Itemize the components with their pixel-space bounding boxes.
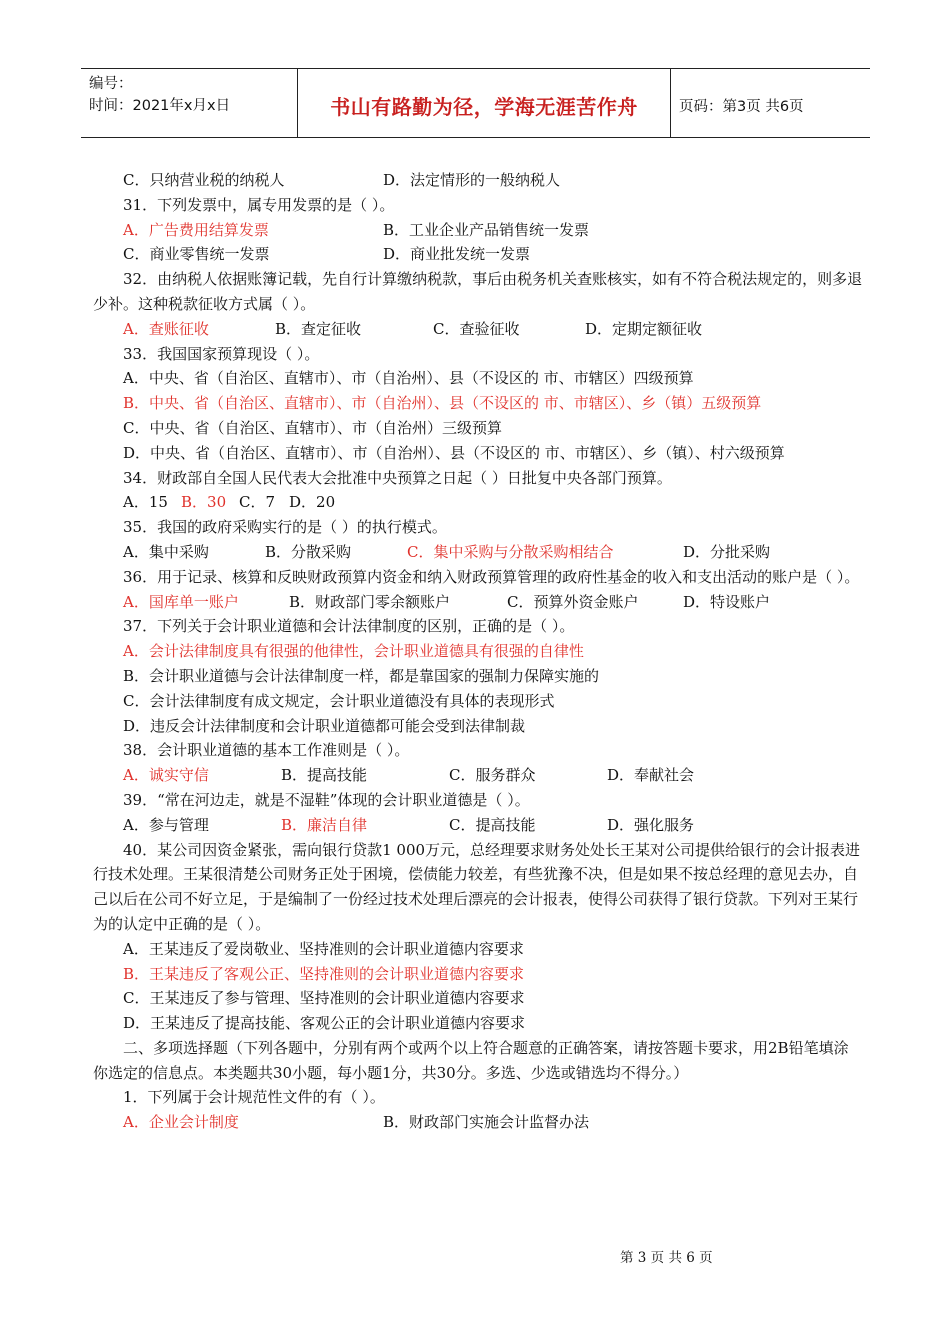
option-a-answer: A．国库单一账户 <box>123 592 239 611</box>
option-b: B．会计职业道德与会计法律制度一样，都是靠国家的强制力保障实施的 <box>123 666 600 685</box>
option-d: D．定期定额征收 <box>585 319 703 338</box>
question-31: 31．下列发票中，属专用发票的是（ ）。 <box>123 195 395 214</box>
multi-question-1: 1．下列属于会计规范性文件的有（ ）。 <box>123 1088 385 1107</box>
option-row <box>93 242 863 267</box>
option-c: C．中央、省（自治区、直辖市）、市（自治州）三级预算 <box>123 418 502 437</box>
option-b-answer: B．30 <box>181 493 227 512</box>
question-39: 39．“常在河边走，就是不湿鞋”体现的会计职业道德是（ ）。 <box>123 790 530 809</box>
option-d: D．中央、省（自治区、直辖市）、市（自治州）、县（不设区的 市、市辖区）、乡（镇）、村六级预算 <box>123 443 785 462</box>
option-row <box>93 540 863 565</box>
option-b-answer: B．王某违反了客观公正、坚持准则的会计职业道德内容要求 <box>123 964 525 983</box>
option-a-answer: A．企业会计制度 <box>123 1113 239 1132</box>
option-c: C．预算外资金账户 <box>507 592 639 611</box>
option-b: B．提高技能 <box>281 766 368 785</box>
option-b: B．工业企业产品销售统一发票 <box>383 220 590 239</box>
header-motto: 书山有路勤为径，学海无涯苦作舟 <box>298 69 671 137</box>
page-header <box>81 68 870 138</box>
option-d: D．商业批发统一发票 <box>383 245 531 264</box>
option-c-answer: C．集中采购与分散采购相结合 <box>407 542 614 561</box>
option-a: A．参与管理 <box>123 815 209 834</box>
option-c: C．只纳营业税的纳税人 <box>123 171 285 189</box>
option-row <box>93 1110 863 1135</box>
question-32: 32．由纳税人依据账簿记载，先自行计算缴纳税款，事后由税务机关查账核实，如有不符合税法规定的，则多退少补。这种税款征收方式属（ ）。 <box>93 270 863 313</box>
option-d: D．20 <box>289 493 336 512</box>
option-row <box>93 590 863 615</box>
option-a: A．中央、省（自治区、直辖市）、市（自治州）、县（不设区的 市、市辖区）四级预算 <box>123 369 694 388</box>
option-row <box>93 317 863 342</box>
option-a: A．王某违反了爱岗敬业、坚持准则的会计职业道德内容要求 <box>123 939 524 958</box>
option-row <box>93 813 863 838</box>
option-a: A．15 <box>123 493 168 512</box>
header-meta <box>81 69 298 137</box>
option-d: D．违反会计法律制度和会计职业道德都可能会受到法律制裁 <box>123 716 526 735</box>
option-d: D．王某违反了提高技能、客观公正的会计职业道德内容要求 <box>123 1014 526 1033</box>
option-a-answer: A．广告费用结算发票 <box>123 220 269 239</box>
option-row <box>93 168 863 193</box>
option-c: C．服务群众 <box>449 766 536 785</box>
option-c: C．会计法律制度有成文规定，会计职业道德没有具体的表现形式 <box>123 691 555 710</box>
question-37: 37．下列关于会计职业道德和会计法律制度的区别，正确的是（ ）。 <box>123 617 575 636</box>
question-35: 35．我国的政府采购实行的是（ ）的执行模式。 <box>123 518 447 537</box>
section-2-heading: 二、多项选择题（下列各题中，分别有两个或两个以上符合题意的正确答案，请按答题卡要求，用2B铅笔填涂你选定的信息点。本类题共30小题，每小题1分，共30分。多选、少选或错选均不得分。） <box>93 1038 849 1082</box>
page-footer: 第 3 页 共 6 页 <box>620 1250 713 1266</box>
option-b: B．财政部门实施会计监督办法 <box>383 1113 590 1132</box>
time-label: 时间：2021年x月x日 <box>89 98 231 114</box>
option-c: C．商业零售统一发票 <box>123 245 270 264</box>
document-body <box>93 168 863 1135</box>
option-d: D．分批采购 <box>683 542 771 561</box>
question-33: 33．我国国家预算现设（ ）。 <box>123 344 320 363</box>
option-c: C．提高技能 <box>449 815 536 834</box>
option-c: C．王某违反了参与管理、坚持准则的会计职业道德内容要求 <box>123 989 525 1008</box>
option-a-answer: A．会计法律制度具有很强的他律性，会计职业道德具有很强的自律性 <box>123 642 584 661</box>
question-36: 36．用于记录、核算和反映财政预算内资金和纳入财政预算管理的政府性基金的收入和支出活动的账户是（ ）。 <box>123 567 860 586</box>
option-d: D．法定情形的一般纳税人 <box>383 171 561 189</box>
option-row <box>93 763 863 788</box>
option-a: A．集中采购 <box>123 542 209 561</box>
option-c: C．7 <box>239 493 276 512</box>
question-40: 40．某公司因资金紧张，需向银行贷款1 000万元，总经理要求财务处处长王某对公司提供给银行的会计报表进行技术处理。王某很清楚公司财务正处于困境，偿债能力较差，有些犹豫不决，但是如果不按总经理的意见去办，自己以后在公司不好立足，于是编制了一份经过技术处理后漂亮的会计报表，使得公司获得了银行贷款。下列对王某行为的认定中正确的是（ ）。 <box>93 840 861 933</box>
option-b: B．查定征收 <box>275 319 362 338</box>
option-d: D．强化服务 <box>607 815 695 834</box>
option-b: B．财政部门零余额账户 <box>289 592 451 611</box>
option-a-answer: A．查账征收 <box>123 319 209 338</box>
option-d: D．奉献社会 <box>607 766 695 785</box>
option-row <box>93 218 863 243</box>
option-d: D．特设账户 <box>683 592 771 611</box>
option-a-answer: A．诚实守信 <box>123 766 209 785</box>
number-label: 编号： <box>89 76 133 92</box>
option-c: C．查验征收 <box>433 319 520 338</box>
option-b-answer: B．廉洁自律 <box>281 815 368 834</box>
header-page-code: 页码：第3页 共6页 <box>679 98 804 115</box>
option-b-answer: B．中央、省（自治区、直辖市）、市（自治州）、县（不设区的 市、市辖区）、乡（镇）五级预算 <box>123 394 762 413</box>
option-row <box>93 490 863 515</box>
option-b: B．分散采购 <box>265 542 352 561</box>
question-38: 38．会计职业道德的基本工作准则是（ ）。 <box>123 741 410 760</box>
question-34: 34．财政部自全国人民代表大会批准中央预算之日起（ ）日批复中央各部门预算。 <box>123 468 672 487</box>
